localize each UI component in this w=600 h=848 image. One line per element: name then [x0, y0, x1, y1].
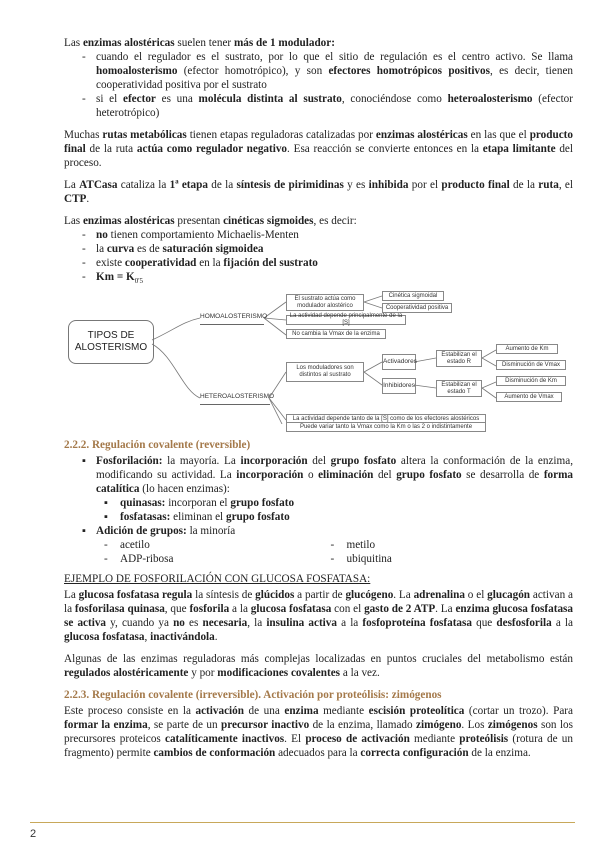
text: a partir de — [294, 589, 346, 602]
paragraph-atcasa — [64, 178, 573, 206]
text-bold: enzimas alostéricas — [375, 129, 468, 141]
text-bold: quinasas: — [120, 497, 166, 510]
text-bold: inactivándola — [150, 631, 215, 644]
alosterismo-concept-map — [64, 290, 573, 424]
text: del — [373, 469, 397, 482]
diagram-extra-row — [64, 422, 573, 434]
text: a la — [551, 617, 573, 630]
covalente-list — [64, 454, 573, 538]
estabilizan-r: Estabilizan el estado R — [436, 350, 482, 367]
text: la mayoría. La — [162, 455, 241, 468]
text-bold: glucosa fosfatasa — [250, 603, 332, 616]
text: la síntesis de — [192, 589, 256, 602]
text: que — [471, 617, 497, 630]
text: adecuados para la — [275, 747, 361, 760]
text: activan a la — [64, 589, 573, 616]
text-bold: incorporación — [240, 455, 308, 468]
text: , la — [247, 617, 267, 630]
page-content — [64, 36, 573, 768]
text-bold: cooperatividad — [124, 257, 197, 269]
footer-divider — [30, 822, 575, 823]
text-bold: eliminación — [318, 469, 374, 482]
text-bold: enzimas alostéricas — [82, 37, 175, 49]
text-bold: más de 1 modulador: — [233, 37, 335, 49]
text-bold: escisión proteolítica — [368, 705, 465, 718]
list-item: - acetilo — [120, 538, 347, 552]
text: mediante — [318, 705, 369, 718]
text-bold: Adición de grupos: — [96, 525, 187, 538]
text: si el — [96, 93, 123, 105]
text: del — [307, 455, 331, 468]
text: a la — [336, 617, 363, 630]
text: Las — [64, 215, 83, 227]
text-bold: necesaria — [202, 617, 248, 630]
text-bold: cambios de conformación — [153, 747, 276, 760]
text: y, cuando ya — [106, 617, 174, 630]
text-bold: grupo fosfato — [225, 511, 290, 524]
homo-leaf-cooperatividad: Cooperatividad positiva — [382, 303, 452, 313]
text: cataliza la — [117, 179, 170, 191]
text: (rotura de un fragmento) permite — [64, 733, 573, 760]
text: presentan — [174, 215, 224, 227]
text: en la — [196, 257, 224, 269]
text-bold: proteólisis — [459, 733, 509, 746]
list-item — [64, 454, 573, 496]
text: . El — [284, 733, 306, 746]
text: , es decir, tienen cooperatividad positiva por el sustrato — [96, 65, 574, 91]
text: se desarrolla de — [461, 469, 544, 482]
text: o el — [464, 589, 488, 602]
grupos-list — [64, 538, 573, 566]
text-bold: glucagón — [487, 589, 531, 602]
text-bold: glucosa fosfatasa — [64, 631, 145, 644]
homo-leaf-sigmoidal: Cinética sigmoidal — [382, 291, 444, 301]
text: son los precursores proteicos — [64, 719, 573, 746]
text-bold: producto final — [64, 129, 573, 155]
list-item: - metilo — [347, 538, 574, 552]
subscript: 0'5 — [134, 277, 143, 286]
text: mediante — [409, 733, 460, 746]
text: la minoría — [186, 525, 236, 538]
text-bold: fosforila — [189, 603, 230, 616]
text: del proceso. — [64, 143, 574, 169]
text-bold: enzima — [284, 705, 319, 718]
text-bold: Fosforilación: — [96, 455, 163, 468]
text-bold: curva — [106, 243, 135, 255]
text: es — [184, 617, 203, 630]
cineticas-list — [64, 228, 573, 288]
homo-box-vmax: No cambia la Vmax de la enzima — [286, 329, 386, 339]
paragraph-moduladores — [64, 36, 573, 50]
text: , el — [558, 179, 573, 191]
text: con el — [331, 603, 365, 616]
list-item — [64, 92, 573, 120]
text-bold: Km = K — [96, 271, 135, 283]
diagram-title: TIPOS DE ALOSTERISMO — [68, 320, 154, 364]
homo-label: HOMOALOSTERISMO — [200, 310, 264, 325]
list-item — [64, 510, 573, 524]
inhibidores-label: Inhibidores — [382, 378, 416, 394]
text-bold: proceso de activación — [305, 733, 410, 746]
text-bold: grupo fosfato — [330, 455, 397, 468]
text-bold: producto final — [441, 179, 510, 191]
text-bold: correcta configuración — [360, 747, 469, 760]
text: incorporan el — [165, 497, 231, 510]
text-bold: gasto de 2 ATP — [364, 603, 436, 616]
list-item — [64, 496, 573, 510]
section-222-title: 2.2.2. Regulación covalente (reversible) — [64, 439, 251, 452]
text: de la ruta — [85, 143, 137, 155]
text: . — [86, 193, 90, 205]
list-item — [64, 270, 573, 288]
leaf-disminucion-vmax: Disminución de Vmax — [496, 360, 566, 370]
text-bold: forma catalítica — [96, 469, 574, 496]
text-bold: no — [173, 617, 185, 630]
paragraph-zimogenos — [64, 704, 573, 760]
list-item — [64, 228, 573, 242]
text: . Los — [461, 719, 488, 732]
text: y por — [188, 667, 218, 680]
text-bold: insulina activa — [266, 617, 337, 630]
text-bold: etapa limitante — [482, 143, 556, 155]
text-bold: saturación sigmoidea — [162, 243, 264, 255]
text: Este proceso consiste en la — [64, 705, 196, 718]
text-bold: fosforilasa quinasa — [74, 603, 165, 616]
text: Las — [64, 37, 83, 49]
text-bold: grupo fosfato — [396, 469, 462, 482]
text: a la vez. — [340, 667, 380, 680]
text-bold: ruta — [538, 179, 559, 191]
text: es una — [155, 93, 199, 105]
moduladores-list — [64, 50, 573, 120]
text-bold: inhibida — [368, 179, 409, 191]
text-bold: fosfatasas: — [120, 511, 171, 524]
text: eliminan el — [170, 511, 226, 524]
text: de la — [207, 179, 237, 191]
text-bold: enzimas alostéricas — [82, 215, 175, 227]
list-item: - ubiquitina — [347, 552, 574, 566]
page-number: 2 — [30, 828, 37, 840]
text: de la — [509, 179, 539, 191]
hetero-box-moduladores: Los moduladores son distintos al sustrato — [286, 362, 364, 382]
text-bold: molécula distinta al sustrato — [198, 93, 342, 105]
text-bold: enzima glucosa fosfatasa se activa — [64, 603, 573, 630]
text: , conociéndose como — [341, 93, 448, 105]
text: en las que el — [467, 129, 530, 141]
text-bold: no — [96, 229, 108, 241]
text: tienen comportamiento Michaelis-Menten — [107, 229, 299, 241]
text-bold: grupo fosfato — [230, 497, 295, 510]
leaf-aumento-km: Aumento de Km — [496, 344, 558, 354]
text: y es — [343, 179, 369, 191]
text: tienen etapas reguladoras catalizadas por — [186, 129, 376, 141]
section-223-title: 2.2.3. Regulación covalente (irreversible). Activación por proteólisis: zimógenos — [64, 689, 442, 702]
text-bold: fijación del sustrato — [223, 257, 318, 269]
text-bold: desfosforila — [496, 617, 552, 630]
text: Algunas de las enzimas reguladoras más complejas localizadas en puntos cruciales del metabolismo están — [64, 653, 573, 666]
text: Muchas — [64, 129, 103, 141]
text: cuando el regulador es el sustrato, por lo que el sitio de regulación es el centro activo. Se llama — [96, 51, 573, 63]
text: o — [303, 469, 319, 482]
text-bold: CTP — [64, 193, 87, 205]
text: , se parte de un — [147, 719, 222, 732]
text-bold: cinéticas sigmoides — [223, 215, 314, 227]
text-bold: modificaciones covalentes — [217, 667, 341, 680]
ejemplo-title: EJEMPLO DE FOSFORILACIÓN CON GLUCOSA FOSFATASA: — [64, 573, 371, 586]
estabilizan-t: Estabilizan el estado T — [436, 380, 482, 397]
text: altera la conformación de la enzima, modificando su actividad. La — [96, 455, 573, 482]
paragraph-ejemplo — [64, 588, 573, 644]
text-bold: zimógenos — [487, 719, 538, 732]
text-bold: adrenalina — [413, 589, 465, 602]
hetero-box-actividad: La actividad depende tanto de la [S] como de los efectores alostéricos — [286, 414, 486, 424]
text: . La — [435, 603, 456, 616]
list-item — [64, 242, 573, 256]
text: existe — [96, 257, 125, 269]
text-bold: regulados alostéricamente — [64, 667, 189, 680]
paragraph-cineticas — [64, 214, 573, 228]
activadores-label: Activadores — [382, 354, 416, 370]
text-bold: ATCasa — [79, 179, 118, 191]
text-bold: glúcidos — [255, 589, 295, 602]
text: es de — [134, 243, 163, 255]
text: La — [64, 179, 80, 191]
text: suelen tener — [174, 37, 234, 49]
text: de la enzima, llamado — [309, 719, 417, 732]
hetero-box-vmax-km: Puede variar tanto la Vmax como la Km o las 2 o indistintamente — [286, 422, 486, 432]
text: (cortar un trozo). Para — [464, 705, 573, 718]
list-item — [64, 524, 573, 538]
text-bold: síntesis de pirimidinas — [236, 179, 344, 191]
list-item: - ADP-ribosa — [120, 552, 347, 566]
text-bold: incorporación — [236, 469, 304, 482]
text-bold: glucosa fosfatasa regula — [78, 589, 193, 602]
text: de una — [243, 705, 285, 718]
text-bold: zimógeno — [416, 719, 462, 732]
text-bold: 1ª etapa — [169, 179, 208, 191]
text: (efector heterotrópico) — [96, 93, 573, 119]
text-bold: actúa como regulador negativo — [136, 143, 288, 155]
text-bold: catalíticamente inactivos — [164, 733, 285, 746]
paragraph-rutas — [64, 128, 573, 170]
text-bold: fosfoproteína fosfatasa — [362, 617, 472, 630]
leaf-disminucion-km: Disminución de Km — [496, 376, 566, 386]
text-bold: precursor inactivo — [221, 719, 310, 732]
text: La — [64, 589, 79, 602]
text: , que — [164, 603, 190, 616]
text-bold: formar la enzima — [64, 719, 148, 732]
text-bold: rutas metabólicas — [102, 129, 187, 141]
text-bold: efectores homotrópicos positivos — [328, 65, 490, 77]
text: (efector homotrópico), y son — [177, 65, 329, 77]
text: , es decir: — [313, 215, 357, 227]
text: . Esa reacción se convierte entonces en la — [287, 143, 483, 155]
text-bold: homoalosterismo — [96, 65, 178, 77]
list-item — [64, 50, 573, 92]
text: de la enzima. — [468, 747, 531, 760]
list-item — [64, 256, 573, 270]
text: (lo hacen enzimas): — [139, 483, 230, 496]
leaf-aumento-vmax: Aumento de Vmax — [496, 392, 562, 402]
text: por el — [408, 179, 442, 191]
text-bold: heteroalosterismo — [447, 93, 533, 105]
hetero-label: HETEROALOSTERISMO — [200, 390, 270, 405]
text-bold: glucógeno — [345, 589, 394, 602]
text: a la — [229, 603, 251, 616]
homo-box-sustrato: El sustrato actúa como modulador alostérico — [286, 294, 364, 311]
text: . La — [393, 589, 414, 602]
homo-box-actividad: La actividad depende principalmente de la [S] — [286, 315, 406, 325]
text: . — [214, 631, 218, 644]
text-bold: activación — [195, 705, 244, 718]
text-bold: efector — [122, 93, 156, 105]
text: la — [96, 243, 107, 255]
paragraph-complejas — [64, 652, 573, 680]
text: , — [144, 631, 151, 644]
